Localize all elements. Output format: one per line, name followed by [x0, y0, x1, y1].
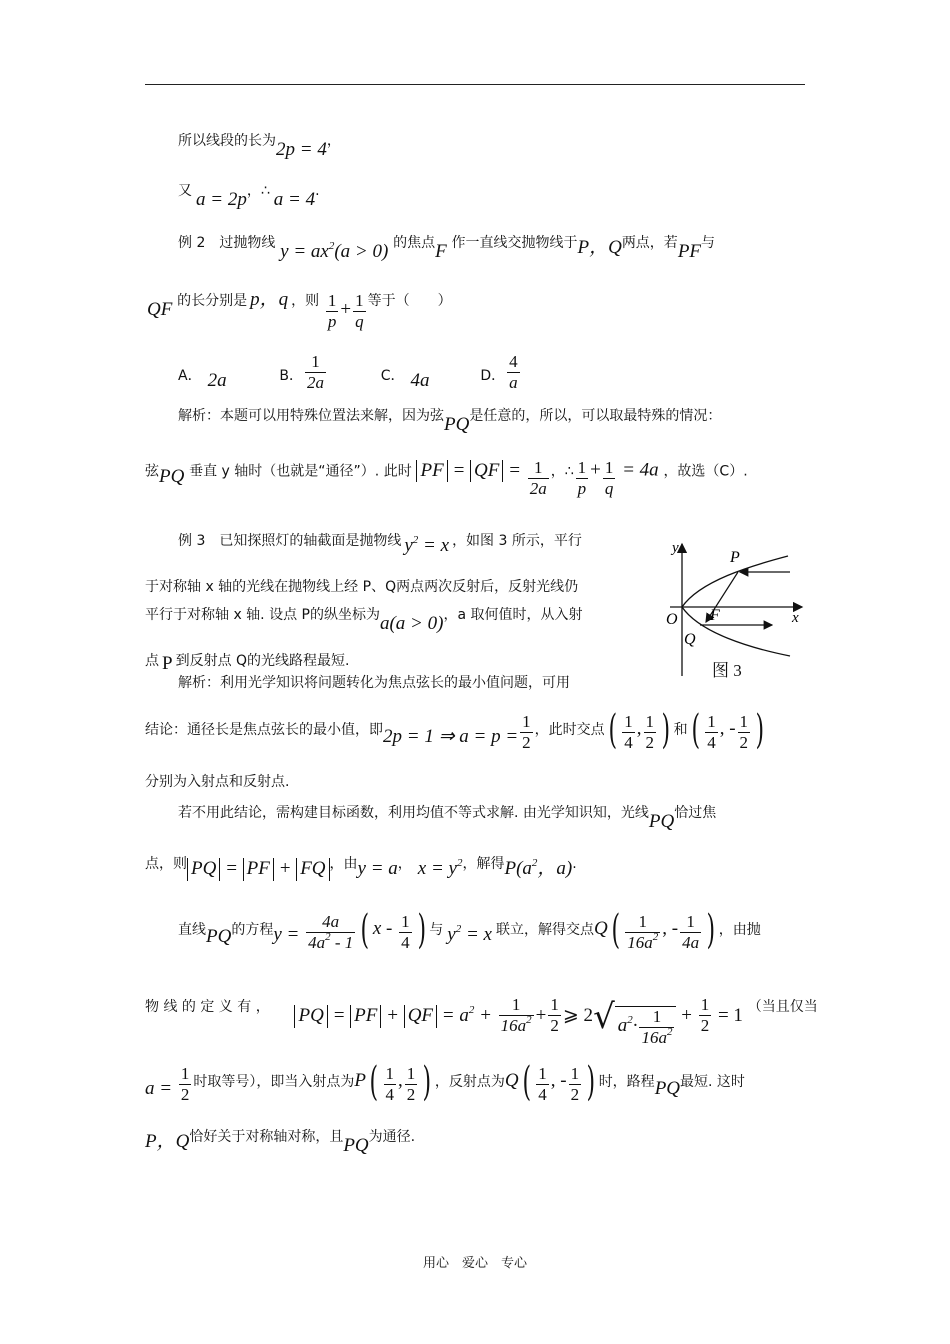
page-footer: 用心 爱心 专心 — [422, 1256, 527, 1271]
example-2-line-1: 例 2 过抛物线 $y = ax^2(a > 0)$ 的焦点F 作一直线交抛物线于P，Q两点，若PF与 — [178, 235, 716, 262]
solution-3-line-2: 结论：通径长是焦点弦长的最小值，即2p = 1 ⇒ a = p = $\frac{1}{2}$ ，此时交点( $\frac{1}{4}$ , $\frac{1}{2}$ ) 和( $\frac{1}{4}$ , - $\frac{1}{2}$ ) — [145, 707, 765, 753]
solution-3-line-1: 解析：利用光学知识将问题转化为焦点弦长的最小值问题，可用 — [178, 675, 570, 691]
solution-3-line-8: a = $\frac{1}{2}$ 时取等号），即当入射点为P( $\frac{1}{4}$ , $\frac{1}{2}$ ) ，反射点为Q( $\frac{1}{4}$ , - $\frac{1}{2}$ ) 时，路程PQ最短. 这时 — [145, 1059, 745, 1105]
parabola-curve — [682, 556, 790, 656]
solution-3-line-3: 分别为入射点和反射点. — [145, 774, 290, 790]
pf-qf-equation: PF = QF = — [416, 460, 525, 481]
solution-3-line-9: P，Q恰好关于对称轴对称，且PQ为通径. — [145, 1129, 416, 1156]
option-c: C． 4a — [380, 367, 430, 391]
example-2-line-2: QF 的长分别是 p，q ，则 $\frac{1}{p}$ + $\frac{1}{q}$ 等于（ ） — [147, 289, 452, 331]
label-y: y — [672, 540, 679, 556]
fraction-1-over-p: $\frac{1}{p}$ — [327, 291, 337, 331]
label-f: F — [710, 607, 720, 624]
label-p: P — [730, 549, 740, 566]
example-3-line-4: 点 P 到反射点 Q的光线路程最短. — [145, 653, 350, 674]
option-a: A． 2a — [178, 367, 227, 391]
solution-3-line-4: 若不用此结论，需构建目标函数，利用均值不等式求解. 由光学知识知，光线PQ恰过焦 — [178, 805, 717, 832]
option-b: B． $\frac{1}{2a}$ — [279, 352, 324, 392]
solution-2-line-1: 解析：本题可以用特殊位置法来解，因为弦PQ是任意的，所以，可以取最特殊的情况： — [178, 408, 722, 435]
label-x: x — [792, 610, 799, 626]
label-o: O — [666, 611, 678, 628]
solution-3-line-7: 物 线 的 定 义 有 ， PQ = PF + QF = $a^2$ + $\frac{1}{16a^2}$ + $\frac{1}{2}$ ⩾ 2√ $a^2\cdot$ $\frac{1}{16a^2}$ + $\frac{1}{2}$ = 1 （当且仅当 — [145, 995, 818, 1047]
solution-2-line-2: 弦PQ 垂直 y 轴时（也就是“通径”）. 此时 PF = QF = $\frac{1}{2a}$ ，∴ $\frac{1}{p}$ + $\frac{1}{q}$ = 4a ，故选（C）. — [145, 458, 748, 498]
line-1: 所以线段的长为2p = 4， — [178, 133, 341, 160]
fraction-1-over-q: $\frac{1}{q}$ — [355, 291, 364, 331]
example-3-line-1: 例 3 已知探照灯的轴截面是抛物线 $y^2 = x$ ，如图 3 所示，平行 — [178, 533, 582, 556]
line-2: 又 a = 2p，∴ a = 4. — [178, 183, 320, 210]
example-3-line-3: 平行于对称轴 x 轴. 设点 P的纵坐标为a(a > 0)，a 取何值时，从入射 — [145, 607, 583, 634]
options-row — [178, 352, 522, 392]
solution-3-line-5: 点，则 PQ = PF + FQ ，由y = a， $x = y^2$，解得$P(a^2$，a). — [145, 856, 577, 879]
parabola-equation: $y = ax^2(a > 0)$ — [280, 240, 389, 262]
option-d: D． $\frac{4}{a}$ — [480, 352, 518, 392]
label-q: Q — [684, 631, 696, 648]
header-rule — [145, 84, 805, 85]
figure-caption: 图 3 — [712, 661, 742, 680]
figure-3 — [660, 536, 810, 690]
solution-3-line-6: 直线PQ的方程y = $\frac{4a}{4a^2 - 1}$ ( x - $\frac{1}{4}$ ) 与 $y^2 = x$ 联立，解得交点Q( $\frac{1}{16a^2}$ , - $\frac{1}{4a}$ ) ，由抛 — [178, 907, 761, 953]
example-3-line-2: 于对称轴 x 轴的光线在抛物线上经 P、Q两点两次反射后，反射光线仍 — [145, 579, 579, 595]
